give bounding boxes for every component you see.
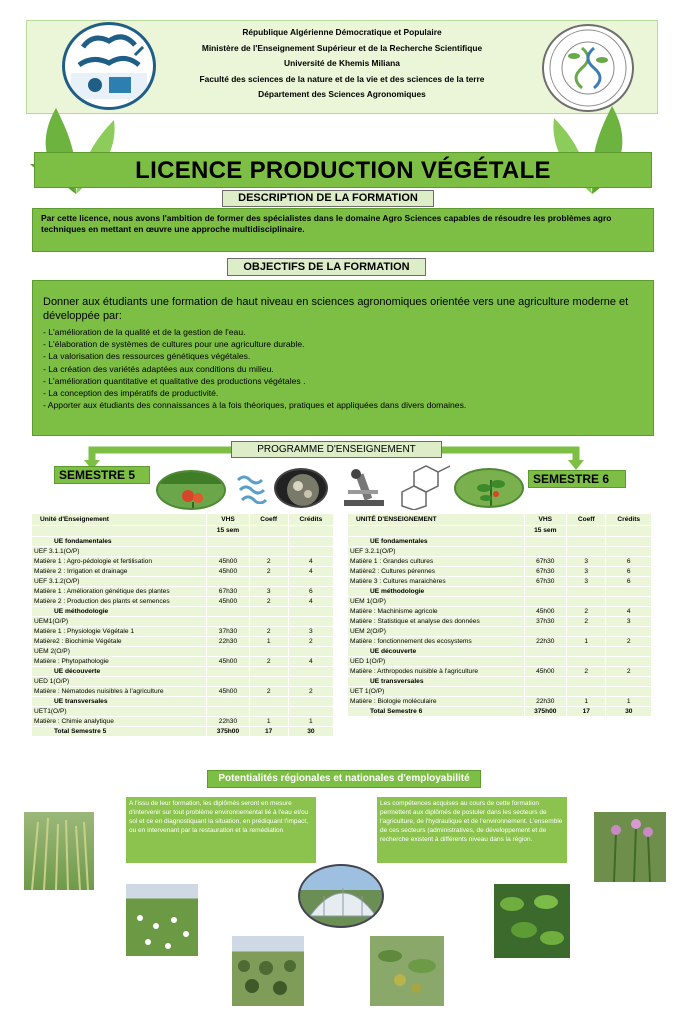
table-row [348,636,652,646]
table-subheader-cell: 15 sem [207,525,249,536]
table-cell: UEM 2(O/P) [32,646,207,656]
table-cell: 37h30 [207,626,249,636]
olive-grove-photo [232,936,304,1006]
objectives-intro: Donner aux étudiants une formation de haut niveau en sciences agronomiques orientée vers une agriculture moderne et développée par: [43,296,629,322]
table-cell [288,546,333,556]
table-cell [567,676,606,686]
table-header-row [32,514,334,525]
chromosome-icon [234,472,272,504]
table-cell [207,666,249,676]
table-cell: UEM 2(O/P) [348,626,524,636]
table-cell: 6 [606,566,652,576]
table-subheader-row [32,525,334,536]
table-subheader-row [348,525,652,536]
table-cell: UE méthodologie [348,586,524,596]
objective-item: - La création des variétés adaptées aux conditions du milieu. [43,363,274,374]
table-row [348,686,652,696]
table-section-row [32,606,334,616]
objective-item: - L'amélioration quantitative et qualitative des productions végétales . [43,375,306,386]
table-row [348,556,652,566]
table-cell: 22h30 [207,716,249,726]
table-cell: UEF 3.1.1(O/P) [32,546,207,556]
potentialities-right-text: Les compétences acquises au cours de cette formation permettent aux diplômés de postuler dans les secteurs de l'agriculture, de l'hydraulique et de l'environnement. L'ensemble de ces secteurs (administratives, de développement et de recherche existent à différents niveau dans la région. [377,797,567,863]
table-row [348,626,652,636]
objective-item: - L'amélioration de la qualité et de la gestion de l'eau. [43,327,246,337]
table-cell: UE transversales [32,696,207,706]
table-row [32,676,334,686]
table-cell: Matière : Biologie moléculaire [348,696,524,706]
table-header-row [348,514,652,525]
table-cell [288,646,333,656]
table-header-cell: Coeff [567,514,606,525]
table-cell [524,546,566,556]
table-cell: 4 [288,656,333,666]
table-cell: 3 [288,626,333,636]
page-title [34,152,652,188]
table-cell [524,596,566,606]
table-cell: UE fondamentales [348,536,524,546]
faculty-logo [542,24,634,112]
table-row [348,566,652,576]
table-cell: 2 [567,606,606,616]
table-cell: UET1(O/P) [32,706,207,716]
table-cell [288,606,333,616]
table-row [32,646,334,656]
table-cell: 45h00 [524,666,566,676]
table-cell: UEM 1(O/P) [348,596,524,606]
table-cell [524,656,566,666]
description-text: Par cette licence, nous avons l'ambition de former des spécialistes dans le domaine Agro Sciences capables de résoudre les problèmes agro techniques en mettant en œuvre une approche multidisciplinaire. [41,213,612,234]
table-cell: Matière 3 : Cultures maraichères [348,576,524,586]
table-section-row [32,666,334,676]
table-cell: 45h00 [207,656,249,666]
table-cell [207,546,249,556]
table-cell [524,686,566,696]
table-cell: Total Semestre 6 [348,706,524,716]
table-cell: 3 [249,586,288,596]
table-cell: Matière : fonctionnement des ecosystems [348,636,524,646]
header-line: République Algérienne Démocratique et Populaire [242,27,442,37]
table-row [32,636,334,646]
table-cell: Matière : Phytopathologie [32,656,207,666]
petri-dish-illustration [274,468,328,508]
table-row [348,546,652,556]
table-subheader-cell: 15 sem [524,525,566,536]
table-section-row [348,586,652,596]
objectives-box [32,280,654,436]
table-cell [606,626,652,636]
table-row [348,696,652,706]
table-cell: Matière : Statistique et analyse des données [348,616,524,626]
table-cell [207,696,249,706]
table-subheader-cell [288,525,333,536]
table-cell: 375h00 [207,726,249,736]
table-header-cell: Crédits [606,514,652,525]
table-cell: 6 [606,556,652,566]
table-row [32,616,334,626]
table-row [32,656,334,666]
table-cell [606,686,652,696]
table-row [32,546,334,556]
table-cell: Matière : Nématodes nuisibles à l'agriculture [32,686,207,696]
table-cell: 45h00 [207,556,249,566]
university-logo [62,22,156,110]
table-cell [567,596,606,606]
table-cell: 1 [567,636,606,646]
table-cell: 1 [249,636,288,646]
header-text [177,25,507,103]
table-cell [249,576,288,586]
table-cell [249,606,288,616]
table-row [348,616,652,626]
objective-item: - La valorisation des ressources génétiques végétales. [43,351,251,362]
table-cell: 67h30 [207,586,249,596]
table-row [32,566,334,576]
table-cell [524,586,566,596]
table-cell: 22h30 [524,696,566,706]
table-cell: Matière : Chimie analytique [32,716,207,726]
table-cell: 4 [288,566,333,576]
semester-6-course-table [348,514,652,717]
table-cell: 375h00 [524,706,566,716]
table-row [32,556,334,566]
table-cell: 2 [567,666,606,676]
table-row [32,716,334,726]
description-box [32,208,654,252]
table-cell: 6 [288,586,333,596]
table-cell: Matière2 : Cultures pérennes [348,566,524,576]
table-section-row [348,646,652,656]
table-cell: 2 [249,556,288,566]
table-cell: 2 [606,666,652,676]
table-cell [207,616,249,626]
table-cell [567,536,606,546]
table-cell: UE fondamentales [32,536,207,546]
table-subheader-cell [606,525,652,536]
table-cell: 3 [606,616,652,626]
table-header-cell: VHS [524,514,566,525]
table-cell [606,656,652,666]
table-cell [249,646,288,656]
table-cell [288,696,333,706]
semester-6-table [348,514,652,717]
table-cell: 17 [567,706,606,716]
semester-5-course-table [32,514,334,737]
microscope-icon [338,466,390,508]
table-cell [249,676,288,686]
semester-6-label: SEMESTRE 6 [528,470,626,488]
table-cell: 45h00 [207,596,249,606]
table-row [32,586,334,596]
table-section-row [348,676,652,686]
description-label: DESCRIPTION DE LA FORMATION [222,190,434,207]
table-cell [606,596,652,606]
flower-illustration [156,470,226,510]
table-cell: UET 1(O/P) [348,686,524,696]
table-cell: Matière 1 : Amélioration génétique des plantes [32,586,207,596]
table-cell [249,546,288,556]
header-line: Faculté des sciences de la nature et de la vie et des sciences de la terre [199,73,485,84]
table-header-cell: VHS [207,514,249,525]
table-cell [567,656,606,666]
table-cell: 1 [567,696,606,706]
table-cell [249,706,288,716]
plant-illustration [454,468,524,508]
table-cell [567,626,606,636]
table-cell: 2 [249,686,288,696]
table-cell: Matière : Machinisme agricole [348,606,524,616]
molecule-icon [394,462,454,510]
table-cell [249,536,288,546]
table-cell [524,676,566,686]
table-cell: 3 [567,576,606,586]
table-cell: 1 [249,716,288,726]
table-cell: 17 [249,726,288,736]
table-row [348,596,652,606]
table-cell [288,706,333,716]
table-cell: 2 [606,636,652,646]
objective-item: - La conception des impératifs de productivité. [43,388,219,399]
table-cell: 1 [606,696,652,706]
header-line: Département des Sciences Agronomiques [258,89,426,99]
table-cell: Matière 2 : Production des plants et semences [32,596,207,606]
table-cell: 37h30 [524,616,566,626]
table-subheader-cell [249,525,288,536]
table-cell: 2 [567,616,606,626]
table-cell [567,646,606,656]
table-row [32,596,334,606]
table-cell: 45h00 [207,686,249,696]
table-cell: 67h30 [524,576,566,586]
crop-leaves-photo [494,884,570,958]
table-cell: UE découverte [32,666,207,676]
objective-item: - L'élaboration de systèmes de cultures pour une agriculture durable. [43,339,305,350]
table-row [348,666,652,676]
table-cell: 2 [249,596,288,606]
table-cell: Matière 2 : Irrigation et drainage [32,566,207,576]
table-cell: 4 [606,606,652,616]
table-total-row [32,726,334,736]
table-cell [288,536,333,546]
table-section-row [348,536,652,546]
table-cell [207,646,249,656]
cotton-field-photo [126,884,198,956]
table-cell: UED 1(O/P) [32,676,207,686]
table-cell [249,696,288,706]
table-cell [606,676,652,686]
table-cell [207,536,249,546]
table-cell: UEF 3.2.1(O/P) [348,546,524,556]
table-cell [524,646,566,656]
table-cell: 4 [288,556,333,566]
table-cell: 1 [288,716,333,726]
table-cell [567,586,606,596]
table-cell: 30 [606,706,652,716]
table-subheader-cell [32,525,207,536]
table-row [32,686,334,696]
table-total-row [348,706,652,716]
table-cell [288,576,333,586]
table-header-cell: Crédits [288,514,333,525]
table-cell [606,586,652,596]
table-cell: 2 [249,566,288,576]
table-header-cell: Unité d'Enseignement [32,514,207,525]
table-cell [606,546,652,556]
table-cell [207,576,249,586]
flowering-plant-photo [594,812,666,882]
table-header-cell: UNITÉ D'ENSEIGNEMENT [348,514,524,525]
table-cell: Matière2 : Biochimie Végétale [32,636,207,646]
objectives-list [43,326,645,411]
table-cell: 67h30 [524,556,566,566]
table-cell: UED 1(O/P) [348,656,524,666]
table-cell [567,686,606,696]
table-cell: 2 [288,636,333,646]
greenhouse-photo [298,864,384,928]
potentialities-label: Potentialités régionales et nationales d'employabilité [207,770,481,788]
objective-item: - Apporter aux étudiants des connaissances à la fois théoriques, pratiques et appliquées dans divers domaines. [43,400,467,411]
table-cell [207,606,249,616]
table-row [348,656,652,666]
table-cell: Matière 1 : Agro-pédologie et fertilisation [32,556,207,566]
table-cell [249,666,288,676]
table-cell [207,706,249,716]
table-cell: 22h30 [207,636,249,646]
table-cell: Total Semestre 5 [32,726,207,736]
table-cell: 6 [606,576,652,586]
table-cell: UE méthodologie [32,606,207,616]
table-cell [288,666,333,676]
table-cell [567,546,606,556]
table-cell: 4 [288,596,333,606]
programme-label: PROGRAMME D'ENSEIGNEMENT [231,441,442,458]
potentialities-left-text: A l'issu de leur formation, les diplômés seront en mesure d'intervenir sur tout problème environnemental lié à l'eau et/ou sol et ce en diagnostiquant la situation, en prédiquant l'impact, ou en intervenant par la restauration et la remédiation [126,797,316,863]
table-cell: Matière 1 : Physiologie Végétale 1 [32,626,207,636]
table-row [32,626,334,636]
table-cell [606,536,652,546]
table-cell: UEF 3.1.2(O/P) [32,576,207,586]
table-cell: 45h00 [524,606,566,616]
table-cell [288,676,333,686]
table-section-row [32,696,334,706]
wheat-field-photo [24,812,94,890]
table-row [32,576,334,586]
table-subheader-cell [567,525,606,536]
table-row [348,576,652,586]
table-cell [207,676,249,686]
table-cell: 3 [567,566,606,576]
table-cell: 2 [288,686,333,696]
table-row [32,706,334,716]
table-cell [249,616,288,626]
header-line: Université de Khemis Miliana [284,58,400,68]
table-cell: Matière 1 : Grandes cultures [348,556,524,566]
table-section-row [32,536,334,546]
semester-5-table [32,514,334,737]
table-cell: 45h00 [207,566,249,576]
page-title-text: LICENCE PRODUCTION VÉGÉTALE [135,157,551,184]
table-cell: 22h30 [524,636,566,646]
table-cell: 3 [567,556,606,566]
fruit-tree-photo [370,936,444,1006]
semester-5-label: SEMESTRE 5 [54,466,150,484]
table-cell: 2 [249,656,288,666]
table-cell [606,646,652,656]
table-cell: UE découverte [348,646,524,656]
table-cell [288,616,333,626]
table-cell: UE transversales [348,676,524,686]
table-cell: 2 [249,626,288,636]
table-cell: Matière : Arthropodes nuisible à l'agriculture [348,666,524,676]
table-header-cell: Coeff [249,514,288,525]
table-cell [524,626,566,636]
table-cell: 30 [288,726,333,736]
table-cell: 67h30 [524,566,566,576]
table-cell [524,536,566,546]
table-subheader-cell [348,525,524,536]
table-cell: UEM1(O/P) [32,616,207,626]
header-line: Ministère de l'Enseignement Supérieur et de la Recherche Scientifique [201,42,483,53]
objectives-label: OBJECTIFS DE LA FORMATION [227,258,426,276]
table-row [348,606,652,616]
